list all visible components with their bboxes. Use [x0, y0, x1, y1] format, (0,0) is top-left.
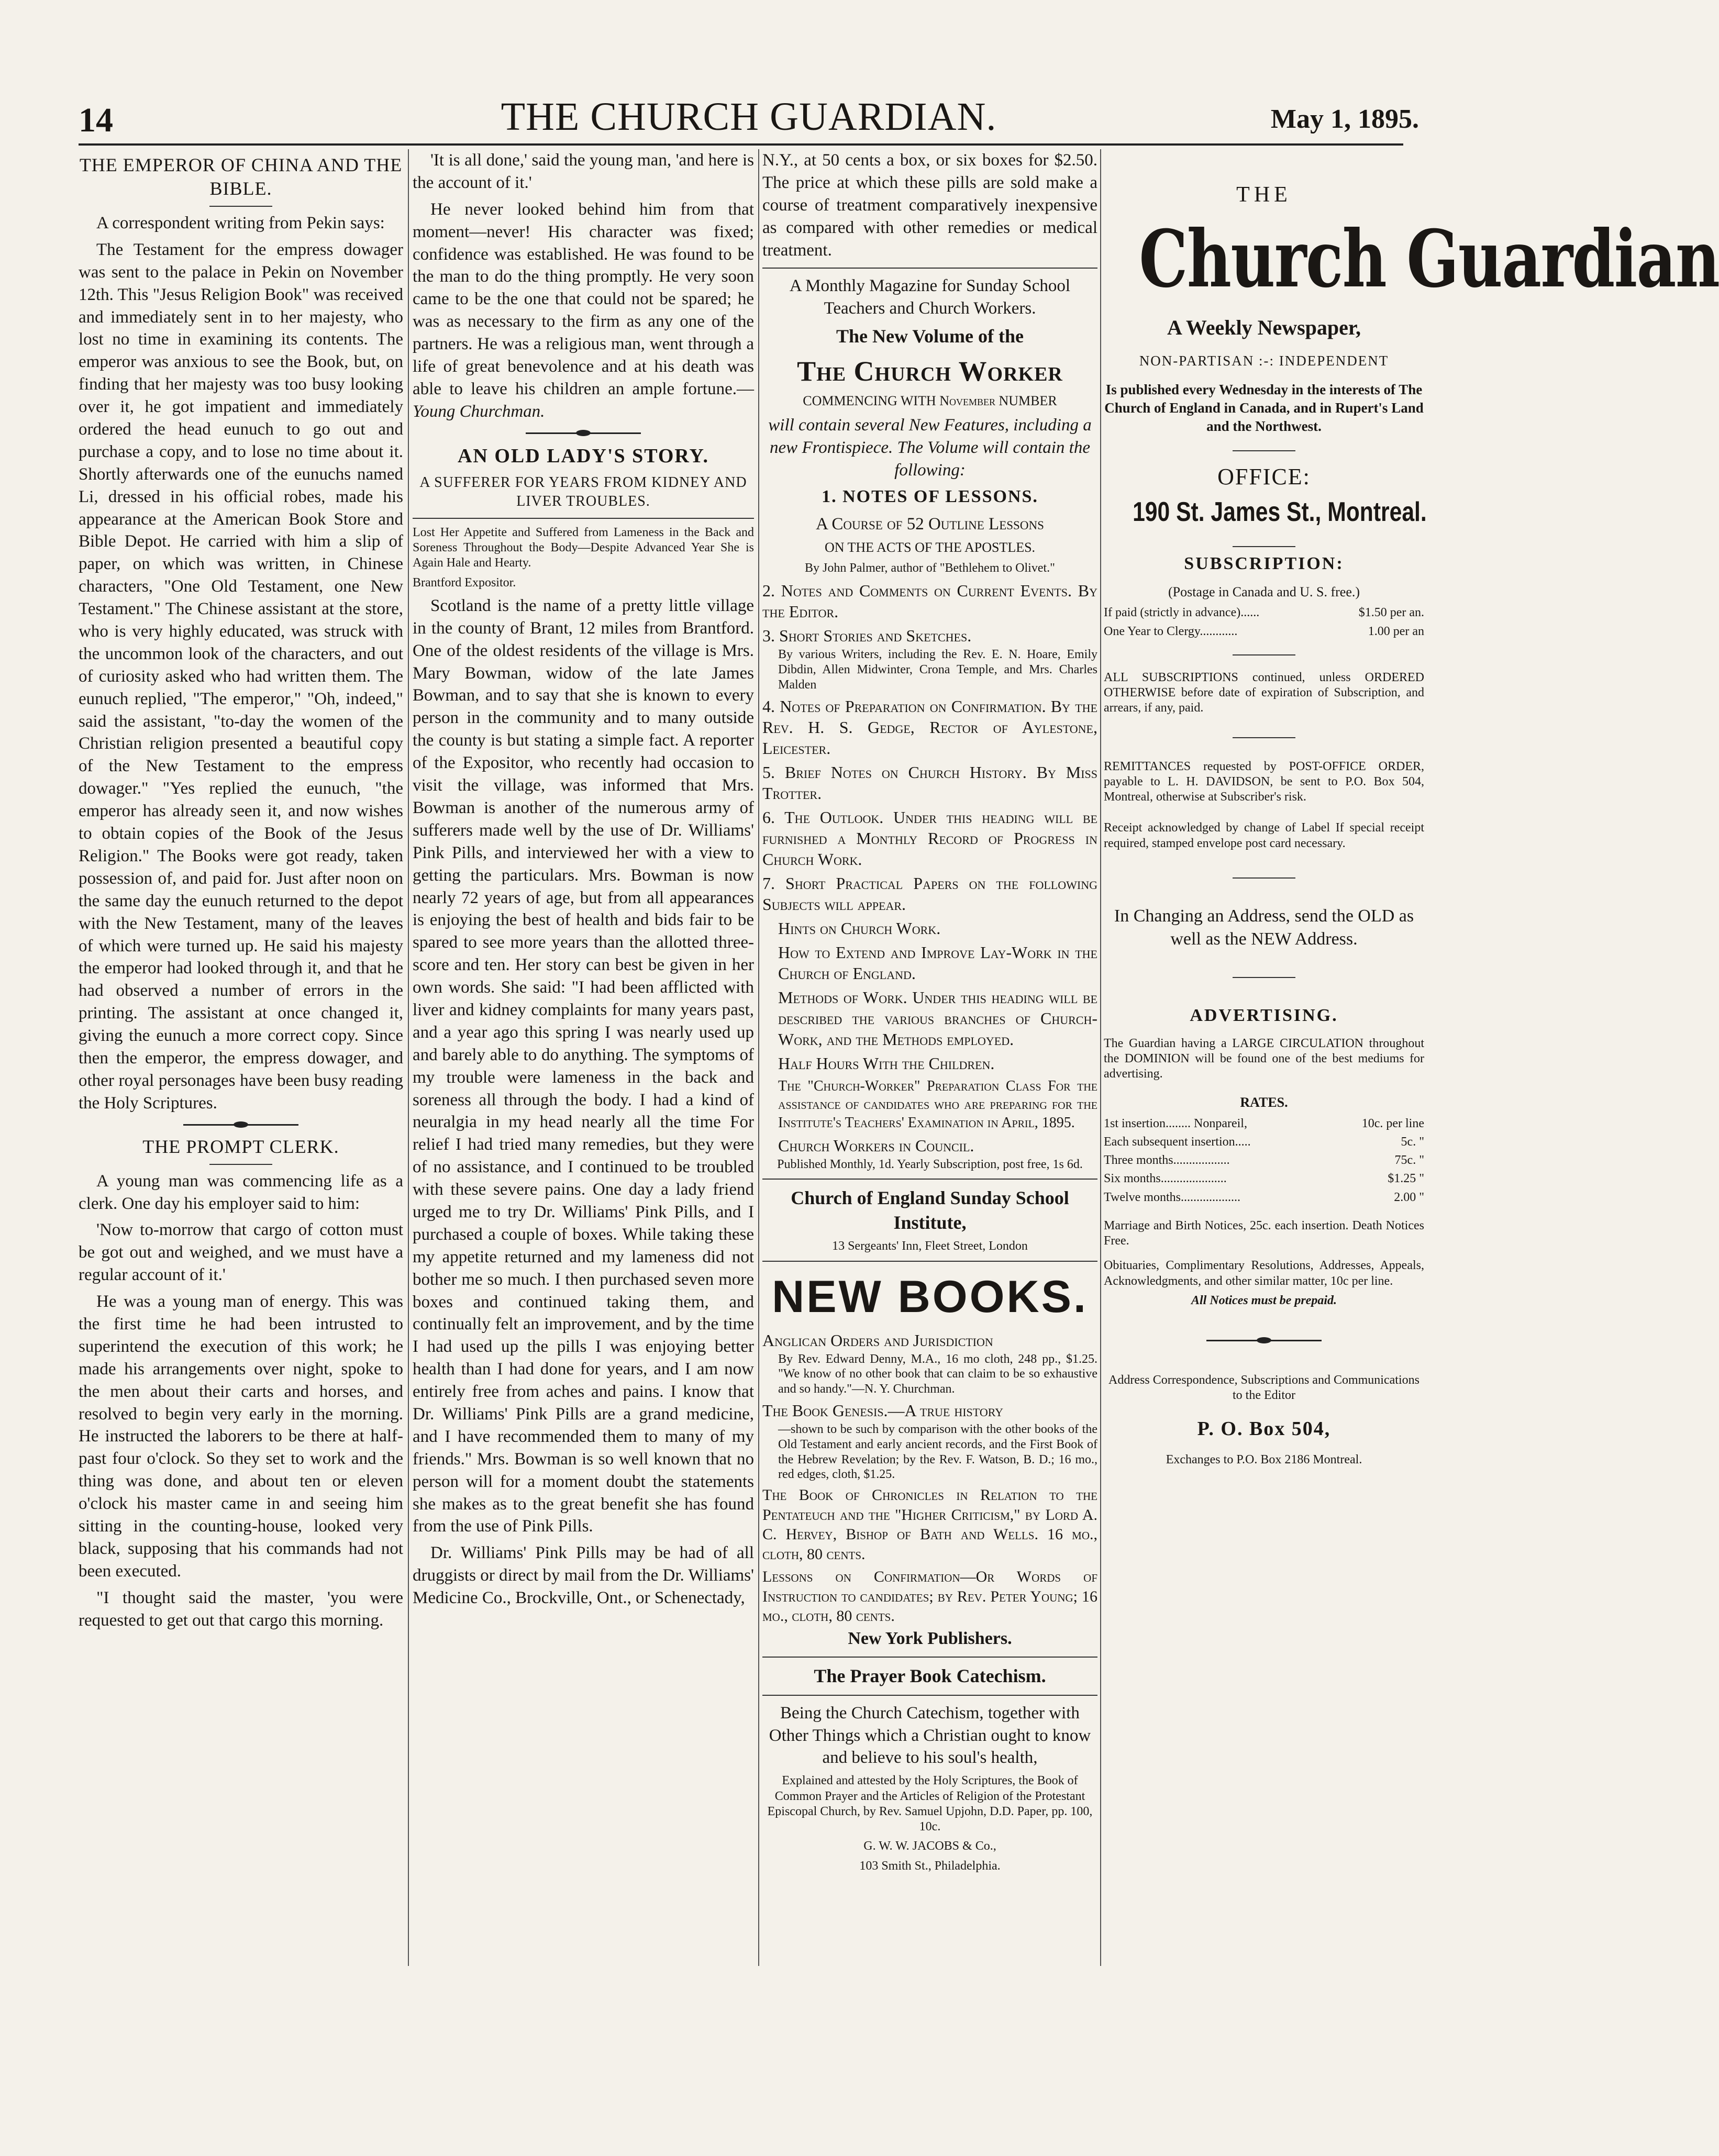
guardian-nonpartisan: NON-PARTISAN :-: INDEPENDENT [1139, 352, 1389, 369]
ornament-divider [526, 432, 641, 434]
office-address: 190 St. James St., Montreal. [1133, 497, 1427, 528]
subscription-heading: SUBSCRIPTION: [1184, 553, 1344, 573]
article-deck: Lost Her Appetite and Suffered from Lameness in the Back and Soreness Throughout the Body—Despite Advanced Year She is Again Hale and Hearty. [413, 525, 754, 570]
po-box: P. O. Box 504, [1197, 1417, 1331, 1440]
rate-label: Each subsequent insertion..... [1104, 1135, 1251, 1149]
divider [1233, 654, 1295, 655]
subscription-rate [1104, 624, 1424, 640]
subscription-rate [1104, 605, 1424, 621]
paragraph: "I thought said the master, 'you were requested to get out that cargo this morning. [79, 1588, 403, 1630]
rate-label: 1st insertion........ Nonpareil, [1104, 1116, 1247, 1130]
ad-pub-info: Published Monthly, 1d. Yearly Subscription, post free, 1s 6d. [777, 1157, 1083, 1171]
ad-list-item: Church Workers in Council. [778, 1136, 974, 1155]
divider [762, 1695, 1097, 1696]
catechism-subtext: Explained and attested by the Holy Scriptures, the Book of Common Prayer and the Articles of Religion of the Protestant Episcopal Church, by Rev. Samuel Upjohn, D.D. Paper, pp. 100, 10c. [767, 1774, 1093, 1834]
column-3 [762, 149, 1097, 1878]
paragraph: N.Y., at 50 cents a box, or six boxes for $2.50. The price at which these pills are sold make a course of treatment comparatively inexpensive as compared with other remedies or medical treatment. [762, 151, 1097, 260]
new-books-title: NEW BOOKS. [772, 1271, 1088, 1322]
subscription-terms: ALL SUBSCRIPTIONS continued, unless ORDERED OTHERWISE before date of expiration of Subscription, and arrears, if any, paid. [1104, 670, 1424, 715]
ad-institute: Church of England Sunday School Institute, [791, 1187, 1069, 1233]
book-title: The Book Genesis.—A true history [762, 1401, 1004, 1420]
divider [1233, 546, 1295, 547]
catechism-publisher: G. W. W. JACOBS & Co., [863, 1839, 996, 1853]
divider [762, 1657, 1097, 1658]
divider [1233, 877, 1295, 879]
ad-list-item: Half Hours With the Children. [778, 1053, 995, 1073]
guardian-pub-info: Is published every Wednesday in the interests of The Church of England in Canada, and in Rupert's Land and the Northwest. [1104, 381, 1424, 434]
rate-label: If paid (strictly in advance)...... [1104, 606, 1260, 620]
page-number: 14 [79, 101, 113, 139]
exchanges-note: Exchanges to P.O. Box 2186 Montreal. [1166, 1452, 1362, 1466]
article-subheadline: A SUFFERER FOR YEARS FROM KIDNEY AND LIVER TROUBLES. [419, 474, 747, 510]
book-title: Anglican Orders and Jurisdiction [762, 1330, 993, 1350]
correspondence-note: Address Correspondence, Subscriptions and Communications to the Editor [1108, 1373, 1419, 1403]
advertising-text: The Guardian having a LARGE CIRCULATION throughout the DOMINION will be found one of the best mediums for advertising. [1104, 1036, 1424, 1081]
divider [209, 1164, 272, 1165]
paragraph: Scotland is the name of a pretty little village in the county of Brant, 12 miles from Brantford. One of the oldest residents of the village is Mrs. Mary Bowman, widow of the late James Bowman, and to say that she is known to every person in the community and to many outside the county is but stating a simple fact. A reporter of the Expositor, who recently had occasion to visit the village, was informed that Mrs. Bowman is another of the numerous army of sufferers made well by the use of Dr. Williams' Pink Pills, and interviewed her with a view to getting the particulars. Mrs. Bowman is now nearly 72 years of age, but from all appearances is enjoying the best of health and bids fair to be spared to see more years than the allotted three-score and ten. Her story can best be given in her own words. She said: "I had been afflicted with liver and kidney complaints for many years past, and a year ago this spring I was nearly used up and barely able to do anything. The symptoms of my trouble were lameness in the back and soreness all through the body. I had a kind of neuralgia in my head nearly all the time For relief I had tried many remedies, but they were of no assistance, and I continued to be troubled with these severe pains. One day a lady friend urged me to try Dr. Williams' Pink Pills, and I purchased a couple of boxes. While taking these my appetite returned and my lameness did not bother me so much. I then purchased seven more boxes and continued taking them, and continually felt an improvement, and by the time I had used up the pills I was enjoying better health than I had done for years, and I am now entirely free from aches and pains. I know that Dr. Williams' Pink Pills are a grand medicine, and I have recommended them to many of my friends." Mrs. Bowman is so well known that no person will for a moment doubt the statements she makes as to the great benefit she has found from the use of Pink Pills. [413, 596, 754, 1536]
obituaries-note: Obituaries, Complimentary Resolutions, Addresses, Appeals, Acknowledgments, and other similar matter, 10c per line. [1104, 1259, 1424, 1288]
divider [762, 1261, 1097, 1262]
column-divider [758, 149, 759, 1966]
ad-magazine-desc: A Monthly Magazine for Sunday School Teachers and Church Workers. [789, 276, 1071, 318]
rate-value: 75c. " [1394, 1153, 1424, 1168]
ad-line: ON THE ACTS OF THE APOSTLES. [824, 540, 1036, 555]
office-heading: OFFICE: [1217, 463, 1311, 490]
catechism-title: The Prayer Book Catechism. [814, 1665, 1046, 1686]
divider [1233, 450, 1295, 451]
newspaper-title: THE CHURCH GUARDIAN. [501, 95, 997, 139]
article-headline: THE EMPEROR OF CHINA AND THE BIBLE. [79, 154, 403, 199]
divider [413, 518, 754, 519]
receipt-note: Receipt acknowledged by change of Label If special receipt required, stamped envelope post card necessary. [1104, 821, 1424, 850]
rate-value: $1.25 " [1388, 1172, 1424, 1186]
article-headline: THE PROMPT CLERK. [142, 1136, 339, 1157]
divider [209, 206, 272, 207]
divider [1233, 737, 1295, 738]
column-divider [1100, 149, 1101, 1966]
paragraph: The Testament for the empress dowager was sent to the palace in Pekin on November 12th. This "Jesus Religion Book" was received and immediately sent in to her majesty, who lost no time in examining its contents. The emperor was anxious to see the Book, but, on finding that her majesty was too busy looking over it, he got impatient and immediately ordered the head eunuch to go out and purchase a copy, and to lose no time about it. Shortly afterwards one of the eunuchs named Li, dressed in his official robes, made his appearance at the American Book Store and Bible Depot. He carried with him a slip of paper, on which was written, in Chinese characters, "One Old Testament, one New Testament." The Chinese assistant at the store, who is very highly educated, was struck with the uncommon look of the characters, and out of curiosity asked who had written them. The eunuch replied, "The emperor," "Oh, indeed," said the assistant, "to-day the women of the Christian religion presented a beautiful copy of the New Testament to the empress dowager." "Yes replied the eunuch, "the emperor has already seen it, and now wishes to obtain copies of the Book of the Jesus Religion." The Books were got ready, taken possession of, and paid for. Just after noon on the same day the eunuch returned to the depot with the New Testament, many of the leaves of which were turned up. He said his majesty the emperor had looked through it, and that he had observed a number of errors in the printing. The assistant at once changed it, giving the eunuch a more correct copy. Since then the emperor, the empress dowager, and other royal personages have been busy reading the Holy Scriptures. [79, 240, 403, 1113]
ad-list-item: 6. The Outlook. Under this heading will be furnished a Monthly Record of Progress in Church Work. [762, 807, 1097, 869]
ad-list-item: Methods of Work. Under this heading will be described the various branches of Church-Work, and the Methods employed. [778, 987, 1097, 1049]
paragraph: A correspondent writing from Pekin says: [96, 214, 385, 232]
guardian-title: Church Guardian [1139, 213, 1719, 305]
ad-list-item: How to Extend and Improve Lay-Work in the Church of England. [778, 942, 1097, 983]
ad-list-item: 5. Brief Notes on Church History. By Miss Trotter. [762, 762, 1097, 803]
rate-label: Twelve months................... [1104, 1190, 1240, 1204]
ad-list-item: 3. Short Stories and Sketches. [762, 626, 972, 646]
publisher-line: New York Publishers. [848, 1628, 1012, 1648]
ad-institute-address: 13 Sergeants' Inn, Fleet Street, London [832, 1239, 1028, 1253]
source-credit: Young Churchman. [413, 402, 545, 421]
rate-value: 2.00 " [1394, 1190, 1424, 1204]
divider [762, 268, 1097, 269]
paragraph: He was a young man of energy. This was the first time he had been intrusted to superintend the execution of this work; he made his arrangements over night, spoke to the men about their carts and horses, and resolved to begin very early in the morning. He instructed the laborers to be there at half-past four o'clock. So they set to work and the thing was done, and about ten or eleven o'clock his master came in and seeing him sitting in the counting-house, looked very black, supposing that his commands had not been executed. [79, 1292, 403, 1581]
address-change-note: In Changing an Address, send the OLD as well as the NEW Address. [1114, 906, 1414, 949]
remittance-note: REMITTANCES requested by POST-OFFICE ORDER, payable to L. H. DAVIDSON, be sent to P.O. Box 504, Montreal, otherwise at Subscriber's risk. [1104, 759, 1424, 804]
ad-volume-heading: The New Volume of the [836, 326, 1024, 347]
ad-section-heading: 1. NOTES OF LESSONS. [822, 487, 1038, 507]
postage-note: (Postage in Canada and U. S. free.) [1168, 584, 1360, 599]
advertising-heading: ADVERTISING. [1190, 1006, 1338, 1026]
catechism-address: 103 Smith St., Philadelphia. [859, 1859, 1001, 1873]
book-desc: By Rev. Edward Denny, M.A., 16 mo cloth, 248 pp., $1.25. "We know of no other book that can claim to be so exhaustive and so handy."—N. Y. Churchman. [778, 1352, 1097, 1396]
rate-value: 5c. " [1401, 1135, 1424, 1149]
issue-date: May 1, 1895. [1270, 104, 1419, 134]
rate-label: Three months.................. [1104, 1153, 1230, 1168]
paragraph [413, 198, 754, 423]
column-1 [79, 149, 403, 1636]
masthead-rule [79, 143, 1403, 146]
catechism-text: Being the Church Catechism, together with Other Things which a Christian ought to know and believe to his soul's health, [769, 1703, 1091, 1768]
masthead [79, 94, 1419, 141]
divider [1233, 977, 1295, 978]
ad-features: will contain several New Features, including a new Frontispiece. The Volume will contain the following: [768, 415, 1092, 480]
ad-list-item: The "Church-Worker" Preparation Class For the assistance of candidates who are preparing for the Institute's Teachers' Examination in April, 1895. [778, 1077, 1097, 1131]
paragraph: 'Now to-morrow that cargo of cotton must be got out and weighed, and we must have a regular account of it.' [79, 1220, 403, 1285]
ornament-divider [1206, 1340, 1322, 1341]
ad-commencing: COMMENCING WITH November NUMBER [803, 393, 1057, 409]
rate-label: One Year to Clergy............ [1104, 624, 1238, 638]
paragraph: 'It is all done,' said the young man, 'and here is the account of it.' [413, 151, 754, 192]
guardian-weekly: A Weekly Newspaper, [1167, 315, 1361, 339]
divider [762, 1179, 1097, 1180]
rate-value: 1.00 per an [1368, 624, 1424, 638]
paragraph-text: He never looked behind him from that moment—never! His character was fixed; confidence was established. He was found to be the man to do the thing promptly. He very soon came to be the one that could not be spared; he was as necessary to the firm as any one of the partners. He was a religious man, went through a life of great benevolence and at his death was able to leave his children an ample fortune.— [413, 199, 754, 398]
ad-list-subtext: By various Writers, including the Rev. E. N. Hoare, Emily Dibdin, Allen Midwinter, Crona Temple, and Mrs. Charles Malden [778, 648, 1097, 692]
source-credit: Brantford Expositor. [413, 575, 516, 590]
ad-rate [1104, 1134, 1424, 1150]
ad-line: A Course of 52 Outline Lessons [816, 514, 1044, 534]
marriage-notices: Marriage and Birth Notices, 25c. each insertion. Death Notices Free. [1104, 1218, 1424, 1248]
article-headline: AN OLD LADY'S STORY. [457, 444, 709, 467]
ad-church-worker-title: The Church Worker [797, 355, 1063, 387]
ad-rate [1104, 1152, 1424, 1169]
rate-value: 10c. per line [1361, 1116, 1424, 1130]
ad-list-item: 4. Notes of Preparation on Confirmation. By the Rev. H. S. Gedge, Rector of Aylestone, Leicester. [762, 696, 1097, 758]
book-title: Lessons on Confirmation—Or Words of Instruction to candidates; by Rev. Peter Young; 16 mo., cloth, 80 cents. [762, 1568, 1097, 1625]
ad-list-item: 7. Short Practical Papers on the following Subjects will appear. [762, 873, 1097, 914]
ad-rate [1104, 1171, 1424, 1187]
ad-rate [1104, 1190, 1424, 1206]
column-2 [413, 149, 754, 1614]
paragraph: Dr. Williams' Pink Pills may be had of all druggists or direct by mail from the Dr. Williams' Medicine Co., Brockville, Ont., or Schenectady, [413, 1543, 754, 1608]
column-4 [1104, 149, 1719, 1472]
book-title: The Book of Chronicles in Relation to the Pentateuch and the "Higher Criticism," by Lord A. C. Hervey, Bishop of Bath and Wells. 16 mo., cloth, 80 cents. [762, 1486, 1097, 1563]
rate-value: $1.50 per an. [1358, 606, 1424, 620]
rate-label: Six months..................... [1104, 1172, 1227, 1186]
prepaid-note: All Notices must be prepaid. [1191, 1293, 1337, 1307]
rates-heading: RATES. [1240, 1095, 1288, 1110]
ad-rate [1104, 1116, 1424, 1132]
ad-list-item: 2. Notes and Comments on Current Events. By the Editor. [762, 581, 1097, 621]
paragraph: A young man was commencing life as a clerk. One day his employer said to him: [79, 1171, 403, 1213]
book-desc: —shown to be such by comparison with the other books of the Old Testament and early ancient records, and the First Book of the Hebrew Revelation; by the Rev. F. Watson, B. D.; 16 mo., red edges, cloth, $1.25. [778, 1422, 1097, 1482]
guardian-the: THE [1236, 183, 1292, 207]
column-divider [408, 149, 409, 1966]
ornament-divider [183, 1124, 298, 1126]
ad-line: By John Palmer, author of "Bethlehem to Olivet." [805, 561, 1055, 575]
ad-list-item: Hints on Church Work. [778, 918, 941, 938]
